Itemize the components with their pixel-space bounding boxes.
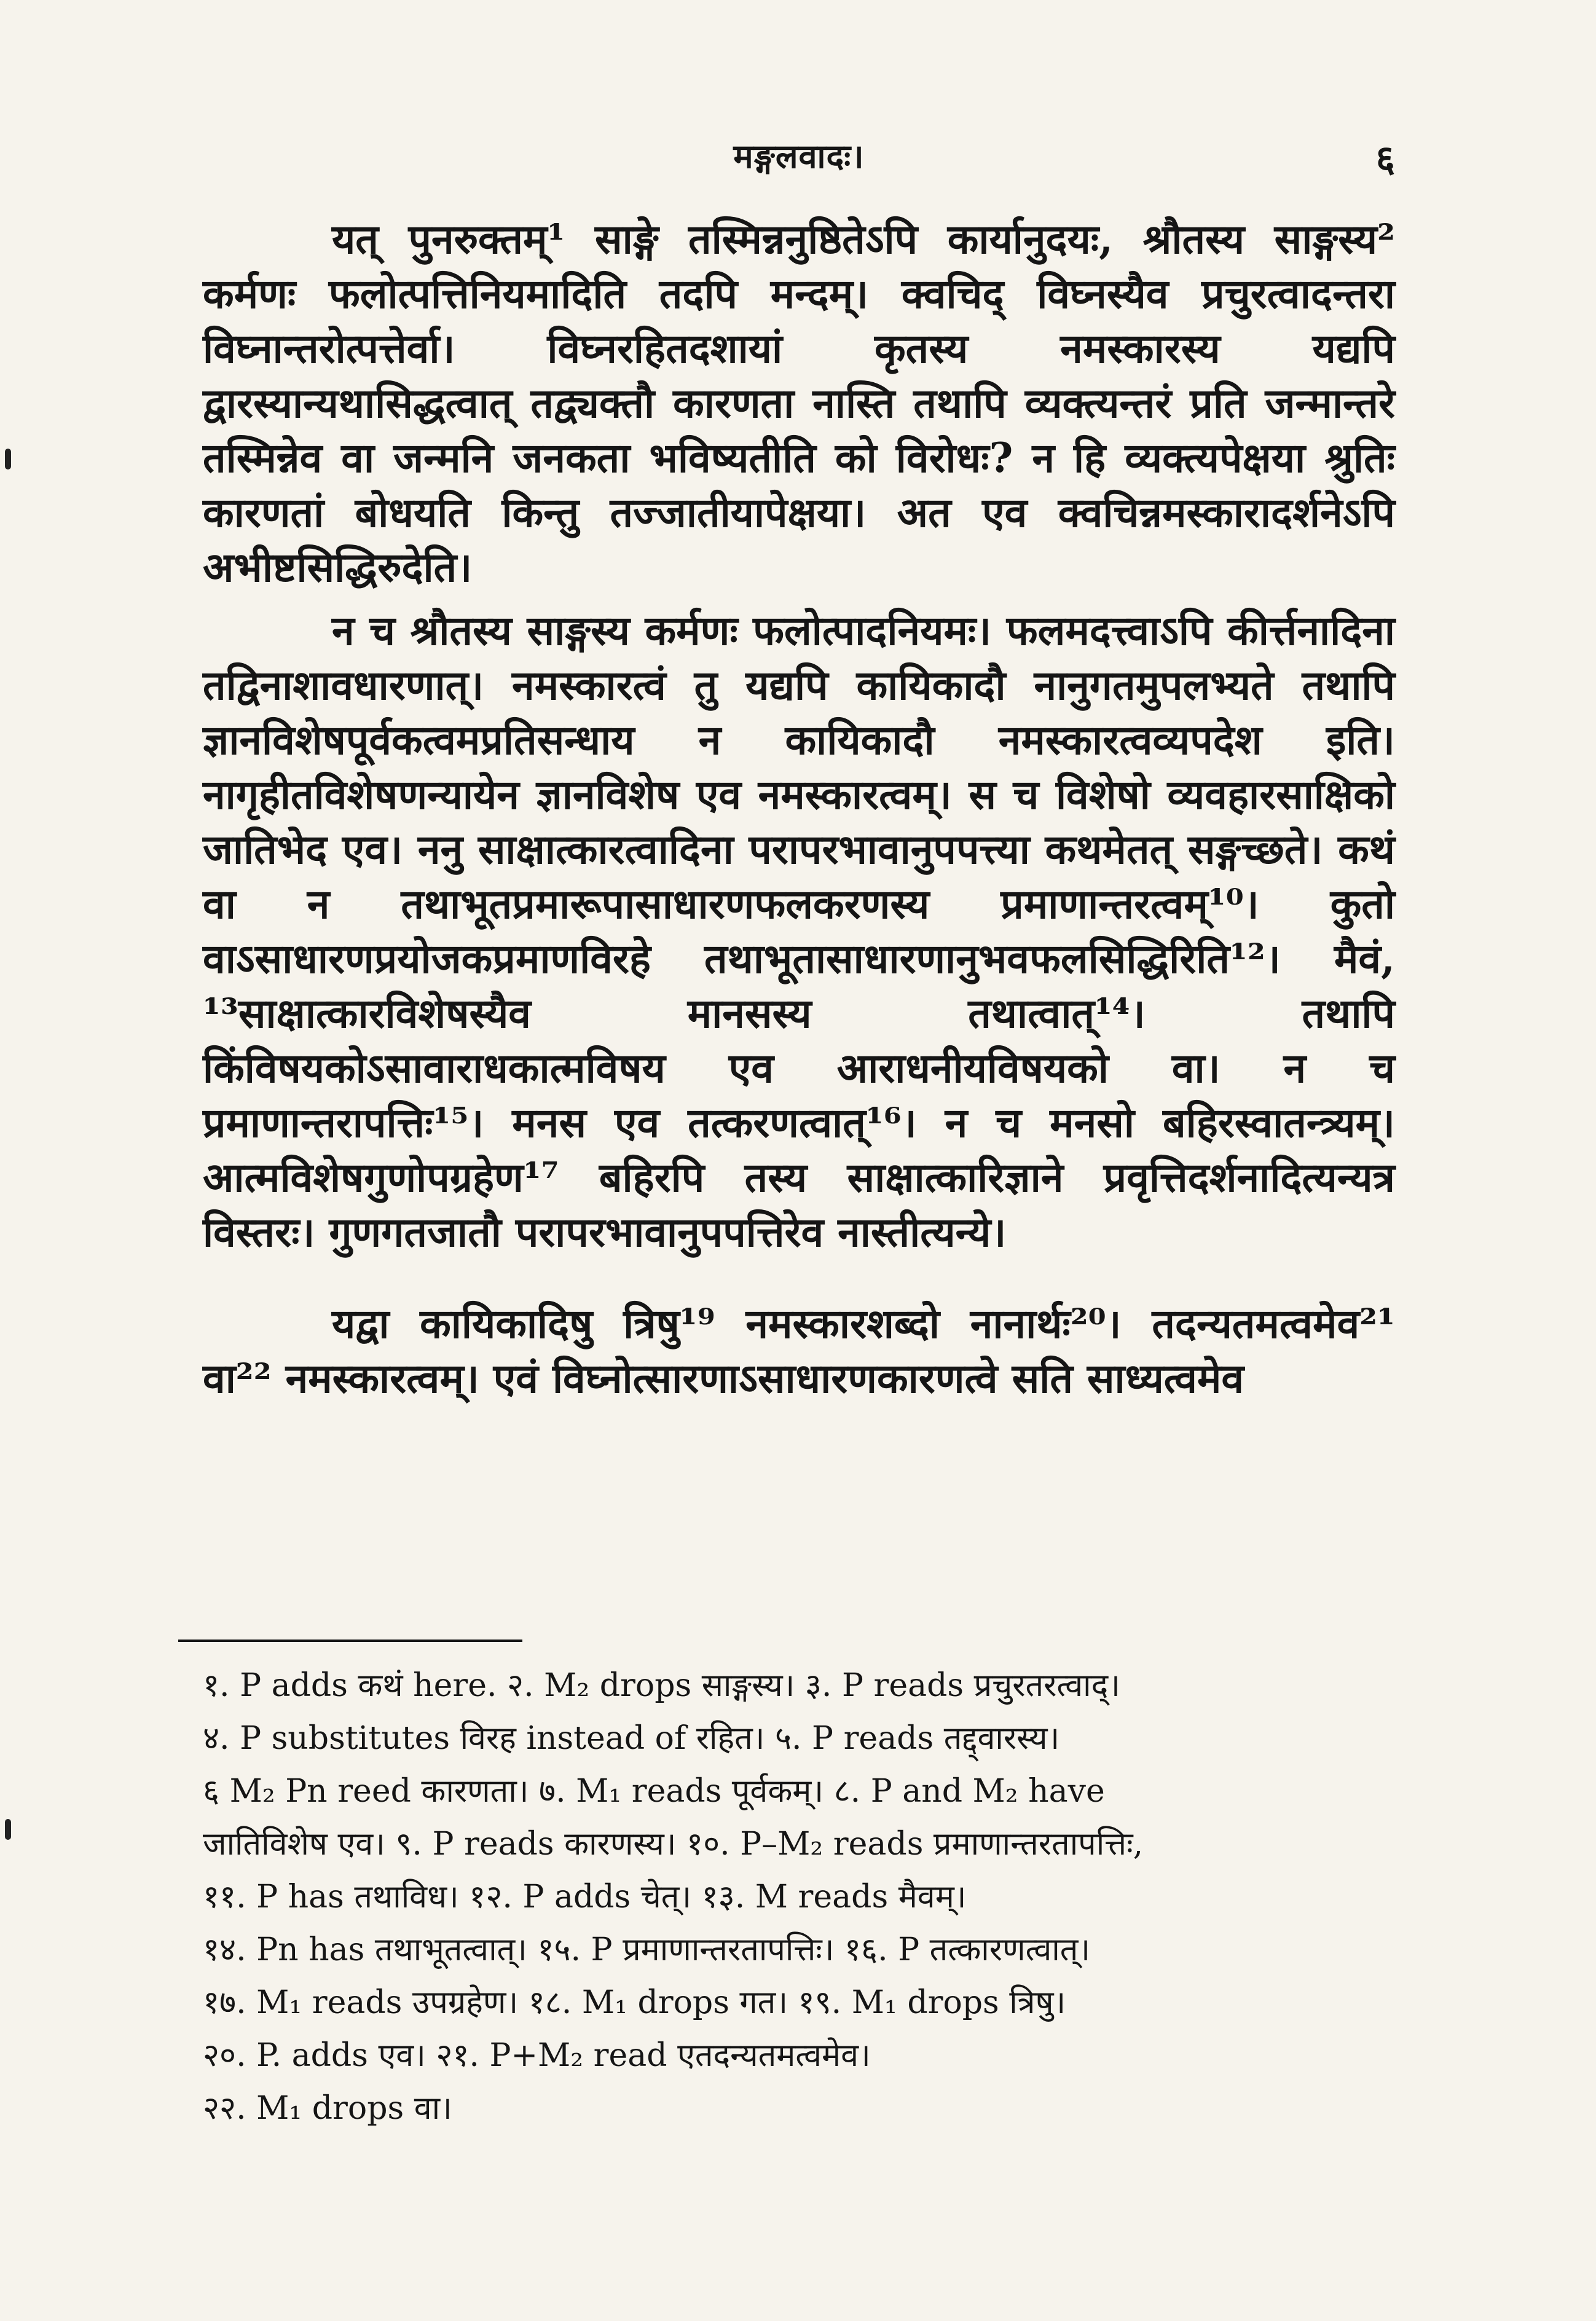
paragraph: यद्वा कायिकादिषु त्रिषु¹⁹ नमस्कारशब्दो नानार्थः²⁰। तदन्यतमत्वमेव²¹ वा²² नमस्कारत्वम्। एवं विघ्नोत्सारणाऽसाधारणकारणत्वे सति साध्यत्वमेव [203, 1300, 1395, 1402]
left-margin-mark [5, 449, 11, 469]
paragraph: यत् पुनरुक्तम्¹ साङ्गे तस्मिन्ननुष्ठितेऽपि कार्यानुदयः, श्रौतस्य साङ्गस्य² कर्मणः फलोत्पत्तिनियमादिति तदपि मन्दम्। क्वचिद् विघ्नस्यैव प्रचुरत्वादन्तरा विघ्नान्तरोत्पत्तेर्वा। विघ्नरहितदशायां कृतस्य नमस्कारस्य यद्यपि द्वारस्यान्यथासिद्धत्वात् तद्व्यक्तौ कारणता नास्ति तथापि व्यक्त्यन्तरं प्रति जन्मान्तरे तस्मिन्नेव वा जन्मनि जनकता भविष्यतीति को विरोधः? न हि व्यक्त्यपेक्षया श्रुतिः कारणतां बोधयति किन्तु तज्जातीयापेक्षया। अत एव क्वचिन्नमस्कारादर्शनेऽपि अभीष्टसिद्धिरुदेति। [203, 215, 1395, 591]
footnotes [203, 1659, 1395, 2135]
footnote-line: ६ M₂ Pn reed कारणता। ७. M₁ reads पूर्वकम्। ८. P and M₂ have [203, 1773, 1105, 1810]
footnote-divider [178, 1640, 522, 1642]
footnote-line: जातिविशेष एव। ९. P reads कारणस्य। १०. P–M₂ reads प्रमाणान्तरतापत्तिः, [203, 1826, 1144, 1863]
main-text [203, 212, 1395, 1406]
page-header [203, 132, 1395, 200]
footnote-line: १७. M₁ reads उपग्रहेण। १८. M₁ drops गत। १९. M₁ drops त्रिषु। [203, 1984, 1066, 2021]
footnote-line: १४. Pn has तथाभूतत्वात्। १५. P प्रमाणान्तरतापत्तिः। १६. P तत्कारणत्वात्। [203, 1931, 1091, 1968]
running-title: मङ्गलवादः। [733, 136, 865, 176]
footnote-line: २२. M₁ drops वा। [203, 2090, 452, 2127]
footnote-line: २०. P. adds एव। २१. P+M₂ read एतदन्यतमत्वमेव। [203, 2037, 871, 2074]
footnote-line: १. P adds कथं here. २. M₂ drops साङ्गस्य। ३. P reads प्रचुरतरत्वाद्। [203, 1667, 1120, 1704]
footnote-line: ४. P substitutes विरह instead of रहित। ५. P reads तद्द्वारस्य। [203, 1720, 1060, 1757]
left-margin-mark [5, 1819, 11, 1840]
page-number: ६ [1375, 138, 1395, 181]
paragraph: न च श्रौतस्य साङ्गस्य कर्मणः फलोत्पादनियमः। फलमदत्त्वाऽपि कीर्त्तनादिना तद्विनाशावधारणात्। नमस्कारत्वं तु यद्यपि कायिकादौ नानुगतमुपलभ्यते तथापि ज्ञानविशेषपूर्वकत्वमप्रतिसन्धाय न कायिकादौ नमस्कारत्वव्यपदेश इति। नागृहीतविशेषणन्यायेन ज्ञानविशेष एव नमस्कारत्वम्। स च विशेषो व्यवहारसाक्षिको जातिभेद एव। ननु साक्षात्कारत्वादिना परापरभावानुपपत्त्या कथमेतत् सङ्गच्छते। कथं वा न तथाभूतप्रमारूपासाधारणफलकरणस्य प्रमाणान्तरत्वम्¹⁰। कुतो वाऽसाधारणप्रयोजकप्रमाणविरहे तथाभूतासाधारणानुभवफलसिद्धिरिति¹²। मैवं, ¹³साक्षात्कारविशेषस्यैव मानसस्य तथात्वात्¹⁴। तथापि किंविषयकोऽसावाराधकात्मविषय एव आराधनीयविषयको वा। न च प्रमाणान्तरापत्तिः¹⁵। मनस एव तत्करणत्वात्¹⁶। न च मनसो बहिरस्वातन्त्र्यम्। आत्मविशेषगुणोपग्रहेण¹⁷ बहिरपि तस्य साक्षात्कारिज्ञाने प्रवृत्तिदर्शनादित्यन्यत्र विस्तरः। गुणगतजातौ परापरभावानुपपत्तिरेव नास्तीत्यन्ये। [203, 607, 1396, 1256]
footnote-line: ११. P has तथाविध। १२. P adds चेत्। १३. M reads मैवम्। [203, 1879, 967, 1915]
